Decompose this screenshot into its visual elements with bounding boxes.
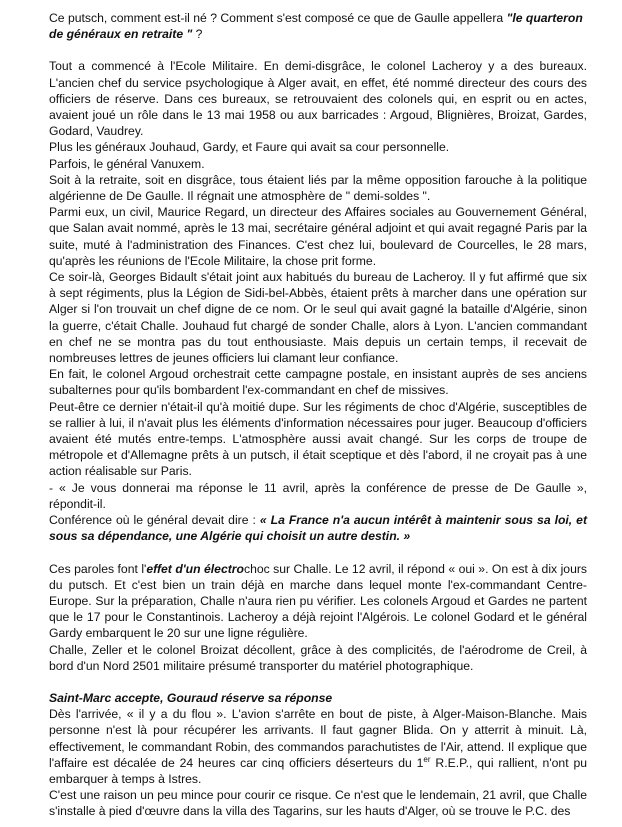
paragraph-4: Soit à la retraite, soit en disgrâce, tous étaient liés par la même opposition farouche à la politique algérienne de De Gaulle. Il régnait une atmosphère de " demi-soldes ". (49, 172, 587, 204)
paragraph-10 (49, 512, 587, 544)
paragraph-7: En fait, le colonel Argoud orchestrait cette campagne postale, en insistant auprès de ses anciens subalternes pour qu'ils bombardent l'ex-commandant en chef de missives. (49, 367, 587, 398)
section-heading: Saint-Marc accepte, Gouraud réserve sa réponse (49, 690, 333, 705)
paragraph-11-body: choc sur Challe. Le 12 avril, il répond « oui ». On est à dix jours du putsch. Et c'est bien un train déjà en marche dans lequel monte l'ex-commandant Centre-Europe. Sur la préparation, Challe n'aura rien pu vérifier. Les colonels Argoud et Gardes ne partent que le 17 pour le Constantinois. Lacheroy a déjà rejoint l'Algérois. Le colonel Godard et le général Gardy embarquent le 20 sur une ligne régulière. (49, 561, 588, 641)
paragraph-13: C'est une raison un peu mince pour courir ce risque. Ce n'est que le lendemain, 21 avril, que Challe s'installe à pied d'œuvre dans la villa des Tagarins, sur les hauts d'Alger, où se trouve le P.C. des (49, 788, 587, 819)
paragraph-12 (49, 706, 587, 787)
paragraph-2: Plus les généraux Jouhaud, Gardy, et Faure qui avait sa cour personnelle. (49, 140, 450, 155)
paragraph-3: Parfois, le général Vanuxem. (49, 156, 205, 171)
paragraph-6: Ce soir-là, Georges Bidault s'était joint aux habitués du bureau de Lacheroy. Il y fut affirmé que six à sept régiments, plus la Légion de Sidi-bel-Abbès, étaient prêts à marcher dans une opération sur Alger si l'on trouvait un chef digne de ce nom. Or le seul qui avait gagné la bataille d'Algérie, sinon la guerre, c'était Challe. Jouhaud fut chargé de sonder Challe, alors à Lyon. L'ancien commandant en chef ne se montra pas du tout enthousiaste. Mais depuis un certain temps, il recevait de nombreuses lettres de jeunes officiers lui clamant leur confiance. (49, 270, 587, 366)
paragraph-8: Peut-être ce dernier n'était-il qu'à moitié dupe. Sur les régiments de choc d'Algérie, susceptibles de se rallier à lui, il n'avait plus les éléments d'information nécessaires pour juger. Beaucoup d'officiers avaient été mutés entre-temps. L'atmosphère aussi avait changé. Sur les corps de troupe de métropole et d'Allemagne prêts à un putsch, il était sceptique et dès l'abord, il ne croyait pas à une action réalisable sur Paris. (49, 399, 587, 479)
paragraph-11-start: Ces paroles font l' (49, 561, 147, 576)
paragraph-11-continued: Challe, Zeller et le colonel Broizat décollent, grâce à des complicités, de l'aérodrome de Creil, à bord d'un Nord 2501 militaire présumé transporter du matériel photographique. (49, 642, 587, 673)
paragraph-11 (49, 561, 587, 642)
intro-quote: "le quarteron de généraux en retraite " (49, 11, 583, 42)
document-page (49, 10, 587, 820)
paragraph-9: - « Je vous donnerai ma réponse le 11 avril, après la conférence de presse de De Gaulle », répondit-il. (49, 480, 587, 511)
de-gaulle-quote: « La France n'a aucun intérêt à maintenir sous sa loi, et sous sa dépendance, une Algérie qui choisit un autre destin. » (49, 513, 588, 544)
intro-text-end: ? (192, 27, 203, 42)
paragraph-10-intro: Conférence où le général devait dire : (49, 513, 260, 528)
intro-text: Ce putsch, comment est-il né ? Comment s'est composé ce que de Gaulle appellera (49, 11, 507, 25)
intro-question (49, 10, 587, 42)
paragraph-12-body: Dès l'arrivée, « il y a du flou ». L'avion s'arrête en bout de piste, à Alger-Maison-Blanche. Mais personne n'est là pour récupérer les arrivants. Il faut gagner Blida. On y atterrit à minuit. Là, effectivement, le commandant Robin, des commandos parachutistes de l'Air, attend. Il explique que l'affaire est décalée de 24 heures car cinq officiers déserteurs du 1 (49, 707, 587, 770)
paragraph-11-emphasis: effet d'un électro (146, 561, 244, 576)
paragraph-5: Parmi eux, un civil, Maurice Regard, un directeur des Affaires sociales au Gouvernement Général, que Salan avait nommé, après le 13 mai, secrétaire général adjoint et qui avait regagné Paris par la suite, muté à l'administration des Finances. C'est chez lui, boulevard de Courcelles, le 28 mars, qu'après les réunions de l'Ecole Militaire, la chose prit forme. (49, 205, 587, 268)
ordinal-superscript: er (423, 754, 431, 764)
paragraph-12-end: R.E.P., qui rallient, n'ont pu embarquer à temps à Istres. (49, 755, 587, 786)
paragraph-1: Tout a commencé à l'Ecole Militaire. En demi-disgrâce, le colonel Lacheroy y a des bureaux. L'ancien chef du service psychologique à Alger avait, en effet, été nommé directeur des cours des officiers de réserve. Dans ces bureaux, se retrouvaient des colonels qui, en esprit ou en actes, avaient joué un rôle dans le 13 mai 1958 ou aux barricades : Argoud, Blignières, Broizat, Gardes, Godard, Vaudrey. (49, 59, 587, 139)
